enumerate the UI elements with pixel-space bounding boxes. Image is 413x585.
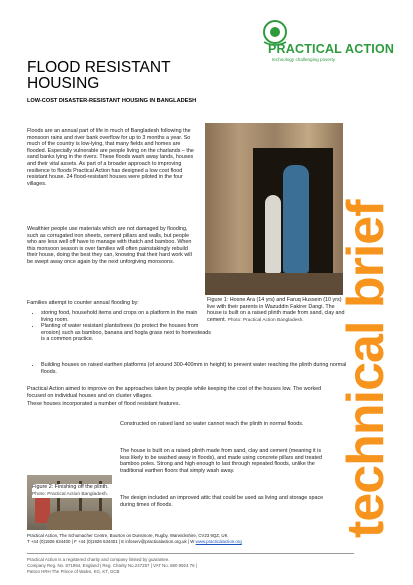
title-line-1: FLOOD RESISTANT bbox=[27, 59, 171, 76]
title-line-2: HOUSING bbox=[27, 75, 100, 92]
technical-brief-label: technical brief bbox=[337, 200, 395, 538]
list-item: • storing food, household items and crops on a platform in the main living room. bbox=[41, 310, 211, 323]
document-title bbox=[27, 60, 171, 92]
document-subtitle: LOW-COST DISASTER-RESISTANT HOUSING IN BANGLADESH bbox=[27, 98, 197, 104]
list-item: • Planting of water resistant plants/trees (to protect the houses from erosion) such as bamboo, banana and hogla grass next to homesteads is a common practice. bbox=[41, 323, 211, 343]
figure-1-caption-text: Figure 1: Hosne Ara (14 yrs) and Faruq Hussein (10 yrs) live with their parents in Wazuddin Fakirer Dangi. The house is built on a raised plinth made from sand, clay and cement. bbox=[207, 297, 345, 323]
features-intro: These houses incorporated a number of flood resistant features. bbox=[27, 401, 181, 407]
figure-2-credit: Photo: Practical Action Bangladesh. bbox=[32, 491, 108, 497]
footer-contact-details: T +44 (0)1926 634400 | F +44 (0)1926 634401 | E infoserv@practicalaction.org.uk | W bbox=[27, 539, 195, 544]
feature-raised-land: Constructed on raised land so water cannot reach the plinth in normal floods. bbox=[120, 421, 304, 427]
feature-attic: The design included an improved attic that could be used as living and storage space during times of floods. bbox=[120, 495, 324, 508]
intro-paragraph: Floods are an annual part of life in much of Bangladesh following the monsoon rains and river bank overflow for up to 3 months a year. So much of the country is low-lying, that many fields and homes are flooded. Especially vulnerable are people living on the charlands – the sand banks lying in the rivers. These floods wash away lands, houses and their vital assets. As part of a broader approach to improving resilience to floods Practical Action has designed a low cost flood resistant house. 24 flood-resistant houses were piloted in the four villages. bbox=[27, 128, 194, 187]
materials-paragraph: Wealthier people use materials which are not damaged by flooding, such as corrugated iron sheets, cement pillars and walls, but people who are less well off have to manage with thatch and bamboo. When this monsoon season is over families will often painstakingly rebuild their house, doing the best they can, knowing that their hard work will be swept away once again by the next unforgiving monsoons. bbox=[27, 226, 192, 265]
coping-list-continued bbox=[27, 362, 361, 375]
approach-paragraph: Practical Action aimed to improve on the approaches taken by people while keeping the cost of the houses low. The worked focused on individual houses and on cluster villages. bbox=[27, 386, 322, 399]
feature-plinth: The house is built on a raised plinth made from sand, clay and cement (meaning it is less likely to be washed away in floods), and made using concrete pillars and treated bamboo poles. Strong and high enough to last through repeated floods, unlike the traditional earthen floors that simply wash away. bbox=[120, 448, 322, 474]
brand-tagline: technology challenging poverty bbox=[272, 57, 336, 62]
coping-intro: Families attempt to counter annual flooding by: bbox=[27, 300, 139, 306]
footer-divider bbox=[27, 553, 354, 554]
coping-list bbox=[27, 310, 211, 343]
figure-1-caption bbox=[207, 297, 345, 324]
footer-address: Practical Action, The Schumacher Centre, Bourton on Dunsmore, Rugby, Warwickshire, CV23 9QZ, UK bbox=[27, 533, 228, 538]
figure-2-caption bbox=[32, 484, 112, 498]
footer-charity-statement: Practical Action is a registered charity and company limited by guarantee. bbox=[27, 557, 170, 562]
figure-2-caption-text: Figure 2: Finishing off the plinth. bbox=[32, 484, 109, 490]
brand-name: PRACTICAL ACTION bbox=[268, 42, 395, 56]
website-link[interactable]: www.practicalaction.org bbox=[195, 539, 242, 544]
figure-1-credit: Photo: Practical Action Bangladesh. bbox=[227, 317, 304, 323]
footer-registration: Company Reg. No. 871954, England | Reg. Charity No.247257 | VAT No. 880 9924 76 | bbox=[27, 563, 197, 568]
footer-patron: Patron HRH The Prince of Wales, KG, KT, GCB bbox=[27, 569, 120, 574]
footer-contact bbox=[27, 539, 242, 545]
list-item: • Building houses on raised earthen platforms (of around 300-400mm in height) to prevent water reaching the plinth during normal floods. bbox=[41, 362, 361, 375]
figure-1-photo bbox=[205, 123, 343, 295]
